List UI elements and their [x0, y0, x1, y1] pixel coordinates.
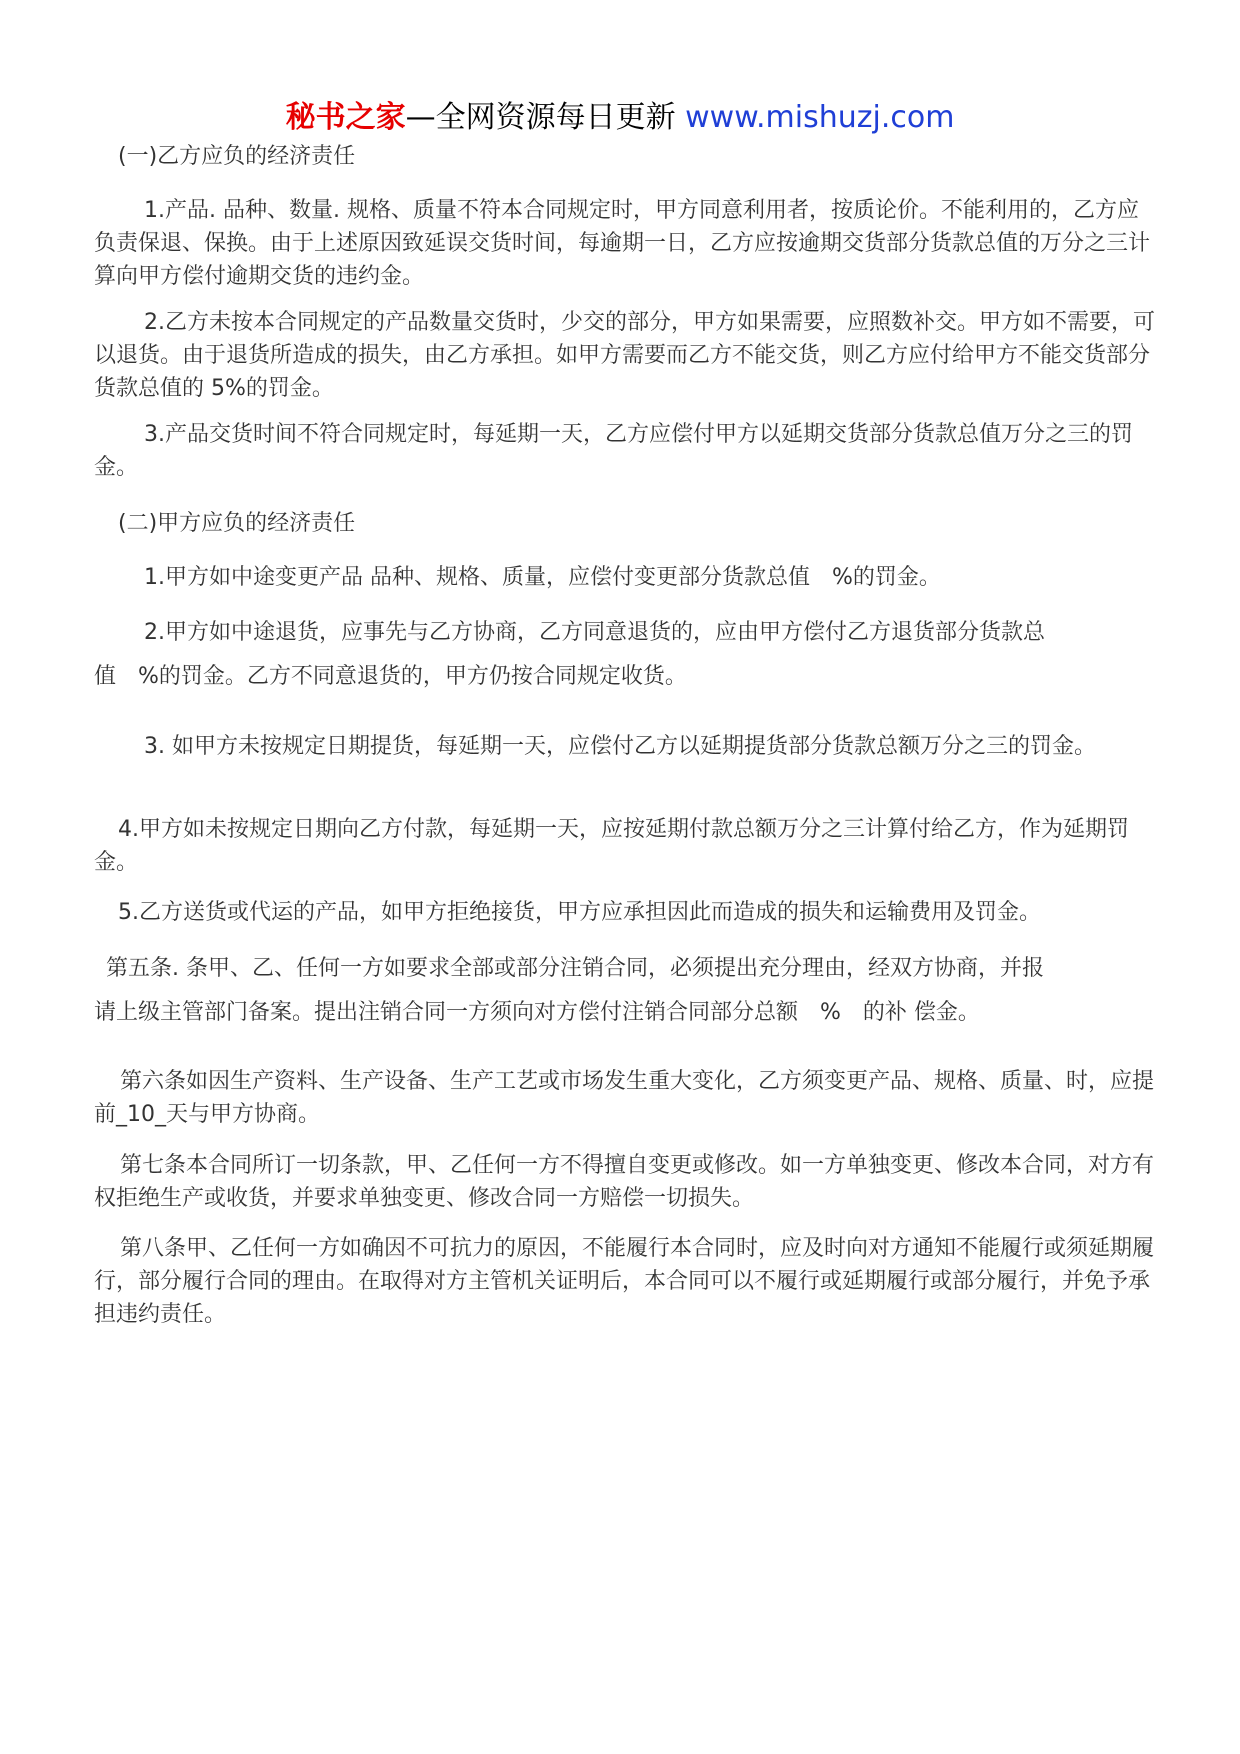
paragraph-clause-2-5: 5.乙方送货或代运的产品，如甲方拒绝接货，甲方应承担因此而造成的损失和运输费用及罚金。	[118, 900, 1041, 925]
paragraph-clause-2-2-line2: 值 %的罚金。乙方不同意退货的，甲方仍按合同规定收货。	[94, 664, 687, 689]
paragraph-clause-1-2: 2.乙方未按本合同规定的产品数量交货时，少交的部分，甲方如果需要，应照数补交。甲方如不需要，可以退货。由于退货所造成的损失，由乙方承担。如甲方需要而乙方不能交货，则乙方应付给甲方不能交货部分货款总值的 5%的罚金。	[94, 310, 1155, 401]
article-8: 第八条甲、乙任何一方如确因不可抗力的原因，不能履行本合同时，应及时向对方通知不能履行或须延期履行，部分履行合同的理由。在取得对方主管机关证明后，本合同可以不履行或延期履行或部分履行，并免予承担违约责任。	[94, 1236, 1155, 1327]
site-url-link[interactable]: www.mishuzj.com	[685, 100, 955, 135]
article-5-line2: 请上级主管部门备案。提出注销合同一方须向对方偿付注销合同部分总额 % 的补 偿金。	[94, 1000, 980, 1025]
paragraph-clause-1-3: 3.产品交货时间不符合同规定时，每延期一天，乙方应偿付甲方以延期交货部分货款总值万分之三的罚金。	[94, 422, 1133, 480]
brand-name: 秘书之家	[285, 100, 406, 135]
paragraph-clause-2-1: 1.甲方如中途变更产品 品种、规格、质量，应偿付变更部分货款总值 %的罚金。	[144, 565, 941, 590]
paragraph-clause-2-4: 4.甲方如未按规定日期向乙方付款，每延期一天，应按延期付款总额万分之三计算付给乙方，作为延期罚金。	[94, 817, 1129, 875]
article-7: 第七条本合同所订一切条款，甲、乙任何一方不得擅自变更或修改。如一方单独变更、修改本合同，对方有权拒绝生产或收货，并要求单独变更、修改合同一方赔偿一切损失。	[94, 1153, 1155, 1211]
section-heading-1: (一)乙方应负的经济责任	[118, 144, 356, 169]
paragraph-clause-2-2-line1: 2.甲方如中途退货，应事先与乙方协商，乙方同意退货的，应由甲方偿付乙方退货部分货款总	[144, 620, 1045, 645]
article-6: 第六条如因生产资料、生产设备、生产工艺或市场发生重大变化，乙方须变更产品、规格、质量、时，应提前_10_天与甲方协商。	[94, 1069, 1155, 1127]
paragraph-clause-1-1: 1.产品. 品种、数量. 规格、质量不符本合同规定时，甲方同意利用者，按质论价。不能利用的，乙方应负责保退、保换。由于上述原因致延误交货时间，每逾期一日，乙方应按逾期交货部分货款总值的万分之三计算向甲方偿付逾期交货的违约金。	[94, 198, 1151, 289]
paragraph-clause-2-3: 3. 如甲方未按规定日期提货，每延期一天，应偿付乙方以延期提货部分货款总额万分之三的罚金。	[144, 734, 1096, 759]
article-5-line1: 第五条. 条甲、乙、任何一方如要求全部或部分注销合同，必须提出充分理由，经双方协商，并报	[106, 956, 1044, 981]
section-heading-2: (二)甲方应负的经济责任	[118, 511, 356, 536]
header-tagline: —全网资源每日更新	[405, 100, 676, 135]
page-header	[0, 98, 1240, 138]
